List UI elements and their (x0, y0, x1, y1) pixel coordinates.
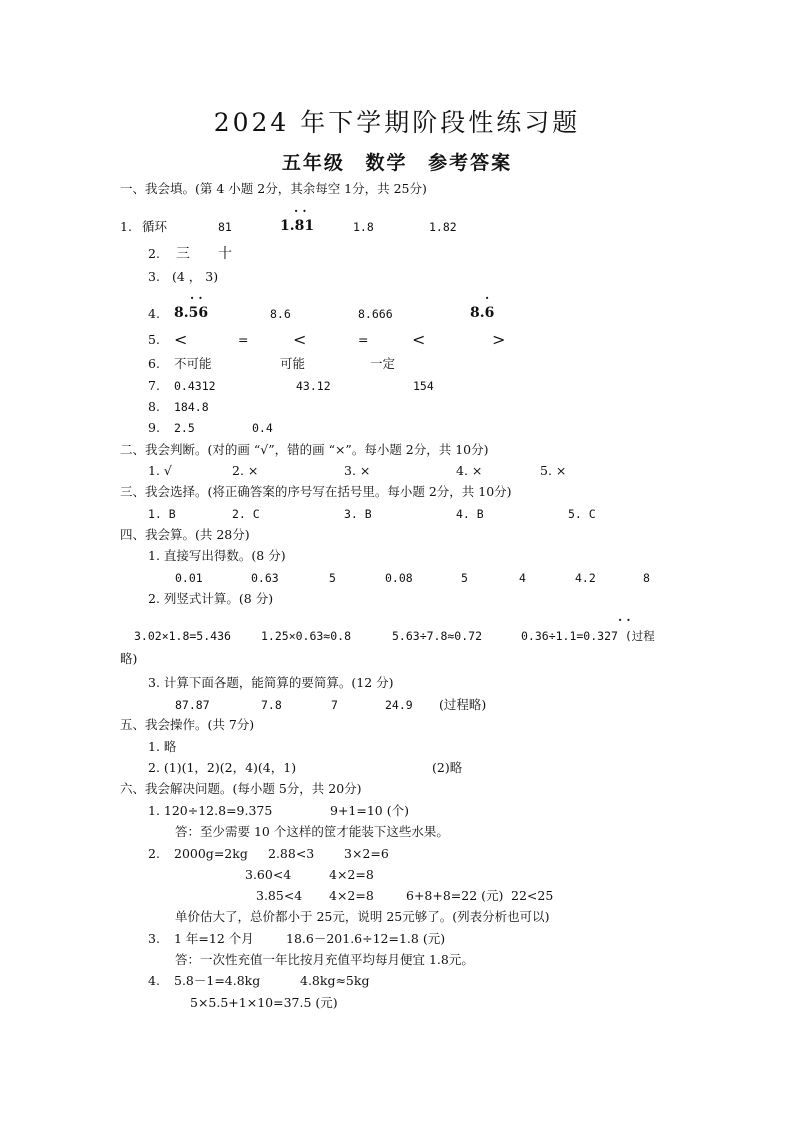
answer: 2.5 (174, 421, 195, 435)
section-1-heading: 一、我会填。(第 4 小题 2分，其余每空 1分，共 25分) (120, 181, 427, 196)
answer: < (412, 330, 426, 349)
answer: 4. × (456, 463, 483, 478)
q-number: 8. (148, 399, 160, 414)
answer: 3×2=6 (344, 846, 389, 861)
answer: 1.81 (280, 218, 315, 234)
answer: 三 (176, 246, 190, 262)
repeating-dots: · · (190, 291, 203, 305)
answer: 3.85<4 (256, 888, 303, 903)
answer: 1. √ (148, 463, 172, 478)
answer: 0.4312 (174, 379, 216, 393)
answer: 18.6－201.6÷12=1.8 (元) (286, 931, 446, 946)
section-4-heading: 四、我会算。(共 28分) (120, 527, 250, 542)
answer: 2000g=2kg (174, 846, 248, 861)
repeating-dot: · (485, 291, 490, 305)
answer: 2. × (232, 463, 259, 478)
answer: 可能 (280, 356, 306, 371)
answer: 43.12 (296, 379, 331, 393)
answer: 循环 (142, 219, 168, 234)
answer: 4.2 (575, 571, 596, 585)
s6-q2-answer: 单价估大了，总价都小于 25元，说明 25元够了。(列表分析也可以) (175, 909, 550, 924)
answer: 8.6 (470, 305, 495, 321)
answer: 0.63 (251, 571, 279, 585)
answer: 3.60<4 (245, 867, 292, 882)
answer: 2.88<3 (268, 846, 315, 861)
section-6-heading: 六、我会解决问题。(每小题 5分，共 20分) (120, 781, 362, 796)
answer: (2)略 (432, 760, 463, 775)
answer: 5. × (540, 463, 567, 478)
answer: 4×2=8 (329, 867, 374, 882)
answer: 1.82 (429, 220, 457, 234)
s4-q2-label: 2. 列竖式计算。(8 分) (148, 591, 274, 606)
answer: 1. B (148, 507, 176, 521)
answer: 4.8kg≈5kg (300, 973, 370, 988)
q-number: 1. (120, 219, 132, 234)
answer: 8.56 (174, 305, 209, 321)
answer: 2. C (232, 507, 260, 521)
answer: 3.02×1.8=5.436 (134, 629, 231, 643)
answer: 十 (218, 246, 232, 262)
answer: 5. C (568, 507, 596, 521)
answer: 8.666 (358, 307, 393, 321)
s4-q2-tail: 略) (120, 651, 138, 666)
s4-q3-label: 3. 计算下面各题，能简算的要简算。(12 分) (148, 675, 394, 690)
answer: (4 ， 3) (172, 269, 219, 284)
answer: 1.8 (353, 220, 374, 234)
q-number: 2. (148, 246, 160, 261)
answer: > (492, 330, 506, 349)
subtitle-subject: 数学 (365, 152, 408, 174)
s5-q1: 1. 略 (148, 739, 177, 754)
q-number: 3. (148, 931, 160, 946)
s6-q1-answer: 答：至少需要 10 个这样的筐才能装下这些水果。 (175, 824, 449, 839)
answer: 不可能 (174, 356, 212, 371)
answer: 9+1=10 (个) (330, 803, 409, 818)
q-number: 4. (148, 306, 160, 321)
answer: < (293, 330, 307, 349)
answer: 24.9 (385, 698, 413, 712)
repeating-dots: · · (618, 613, 631, 627)
answer: 0.4 (252, 421, 273, 435)
answer: 4 (519, 571, 526, 585)
q-number: 2. (148, 846, 160, 861)
answer: 3. × (344, 463, 371, 478)
q-number: 7. (148, 378, 160, 393)
section-5-heading: 五、我会操作。(共 7分) (120, 717, 255, 732)
answer: 0.01 (175, 571, 203, 585)
answer: 0.08 (385, 571, 413, 585)
subtitle-type: 参考答案 (428, 152, 513, 174)
answer: 5 (329, 571, 336, 585)
answer: 5.8－1=4.8kg (174, 973, 261, 988)
answer: < (174, 330, 188, 349)
q-number: 9. (148, 420, 160, 435)
s4-q1-label: 1. 直接写出得数。(8 分) (148, 548, 286, 563)
answer: 184.8 (174, 400, 209, 414)
answer: 1.25×0.63≈0.8 (261, 629, 352, 643)
answer: 4. B (456, 507, 484, 521)
answer: 4×2=8 (329, 888, 374, 903)
answer: 87.87 (175, 698, 210, 712)
repeating-dots: · · (294, 204, 307, 218)
answer: 1. 120÷12.8=9.375 (148, 803, 273, 818)
page-subtitle (0, 148, 794, 175)
answer: 8.6 (270, 307, 291, 321)
answer: (过程略) (439, 697, 487, 712)
answer: 8 (643, 571, 650, 585)
answer: 一定 (370, 356, 396, 371)
q-number: 5. (148, 332, 160, 347)
q-number: 4. (148, 973, 160, 988)
s6-q4-calc: 5×5.5+1×10=37.5 (元) (190, 995, 338, 1010)
section-2-heading: 二、我会判断。(对的画 “√”，错的画 “×”。每小题 2分，共 10分) (120, 442, 489, 457)
answer: 81 (218, 220, 232, 234)
answer: 1 年=12 个月 (174, 931, 254, 946)
answer: = (238, 332, 249, 347)
answer: 3. B (344, 507, 372, 521)
answer: 7.8 (261, 698, 282, 712)
answer: 5.63÷7.8≈0.72 (392, 629, 483, 643)
answer: 2. (1)(1，2)(2，4)(4，1) (148, 760, 297, 775)
answer: 0.36÷1.1=0.327 (过程 (521, 629, 655, 643)
answer: 6+8+8=22 (元) (406, 888, 504, 903)
q-number: 6. (148, 356, 160, 371)
answer: 5 (461, 571, 468, 585)
section-3-heading: 三、我会选择。(将正确答案的序号写在括号里。每小题 2分，共 10分) (120, 484, 512, 499)
page-title: 2024 年下学期阶段性练习题 (213, 108, 581, 137)
q-number: 3. (148, 269, 160, 284)
answer: 154 (413, 379, 434, 393)
answer: 7 (331, 698, 338, 712)
answer: 22<25 (511, 888, 554, 903)
subtitle-grade: 五年级 (281, 152, 345, 174)
s6-q3-answer: 答：一次性充值一年比按月充值平均每月便宜 1.8元。 (175, 952, 474, 967)
answer: = (358, 332, 369, 347)
